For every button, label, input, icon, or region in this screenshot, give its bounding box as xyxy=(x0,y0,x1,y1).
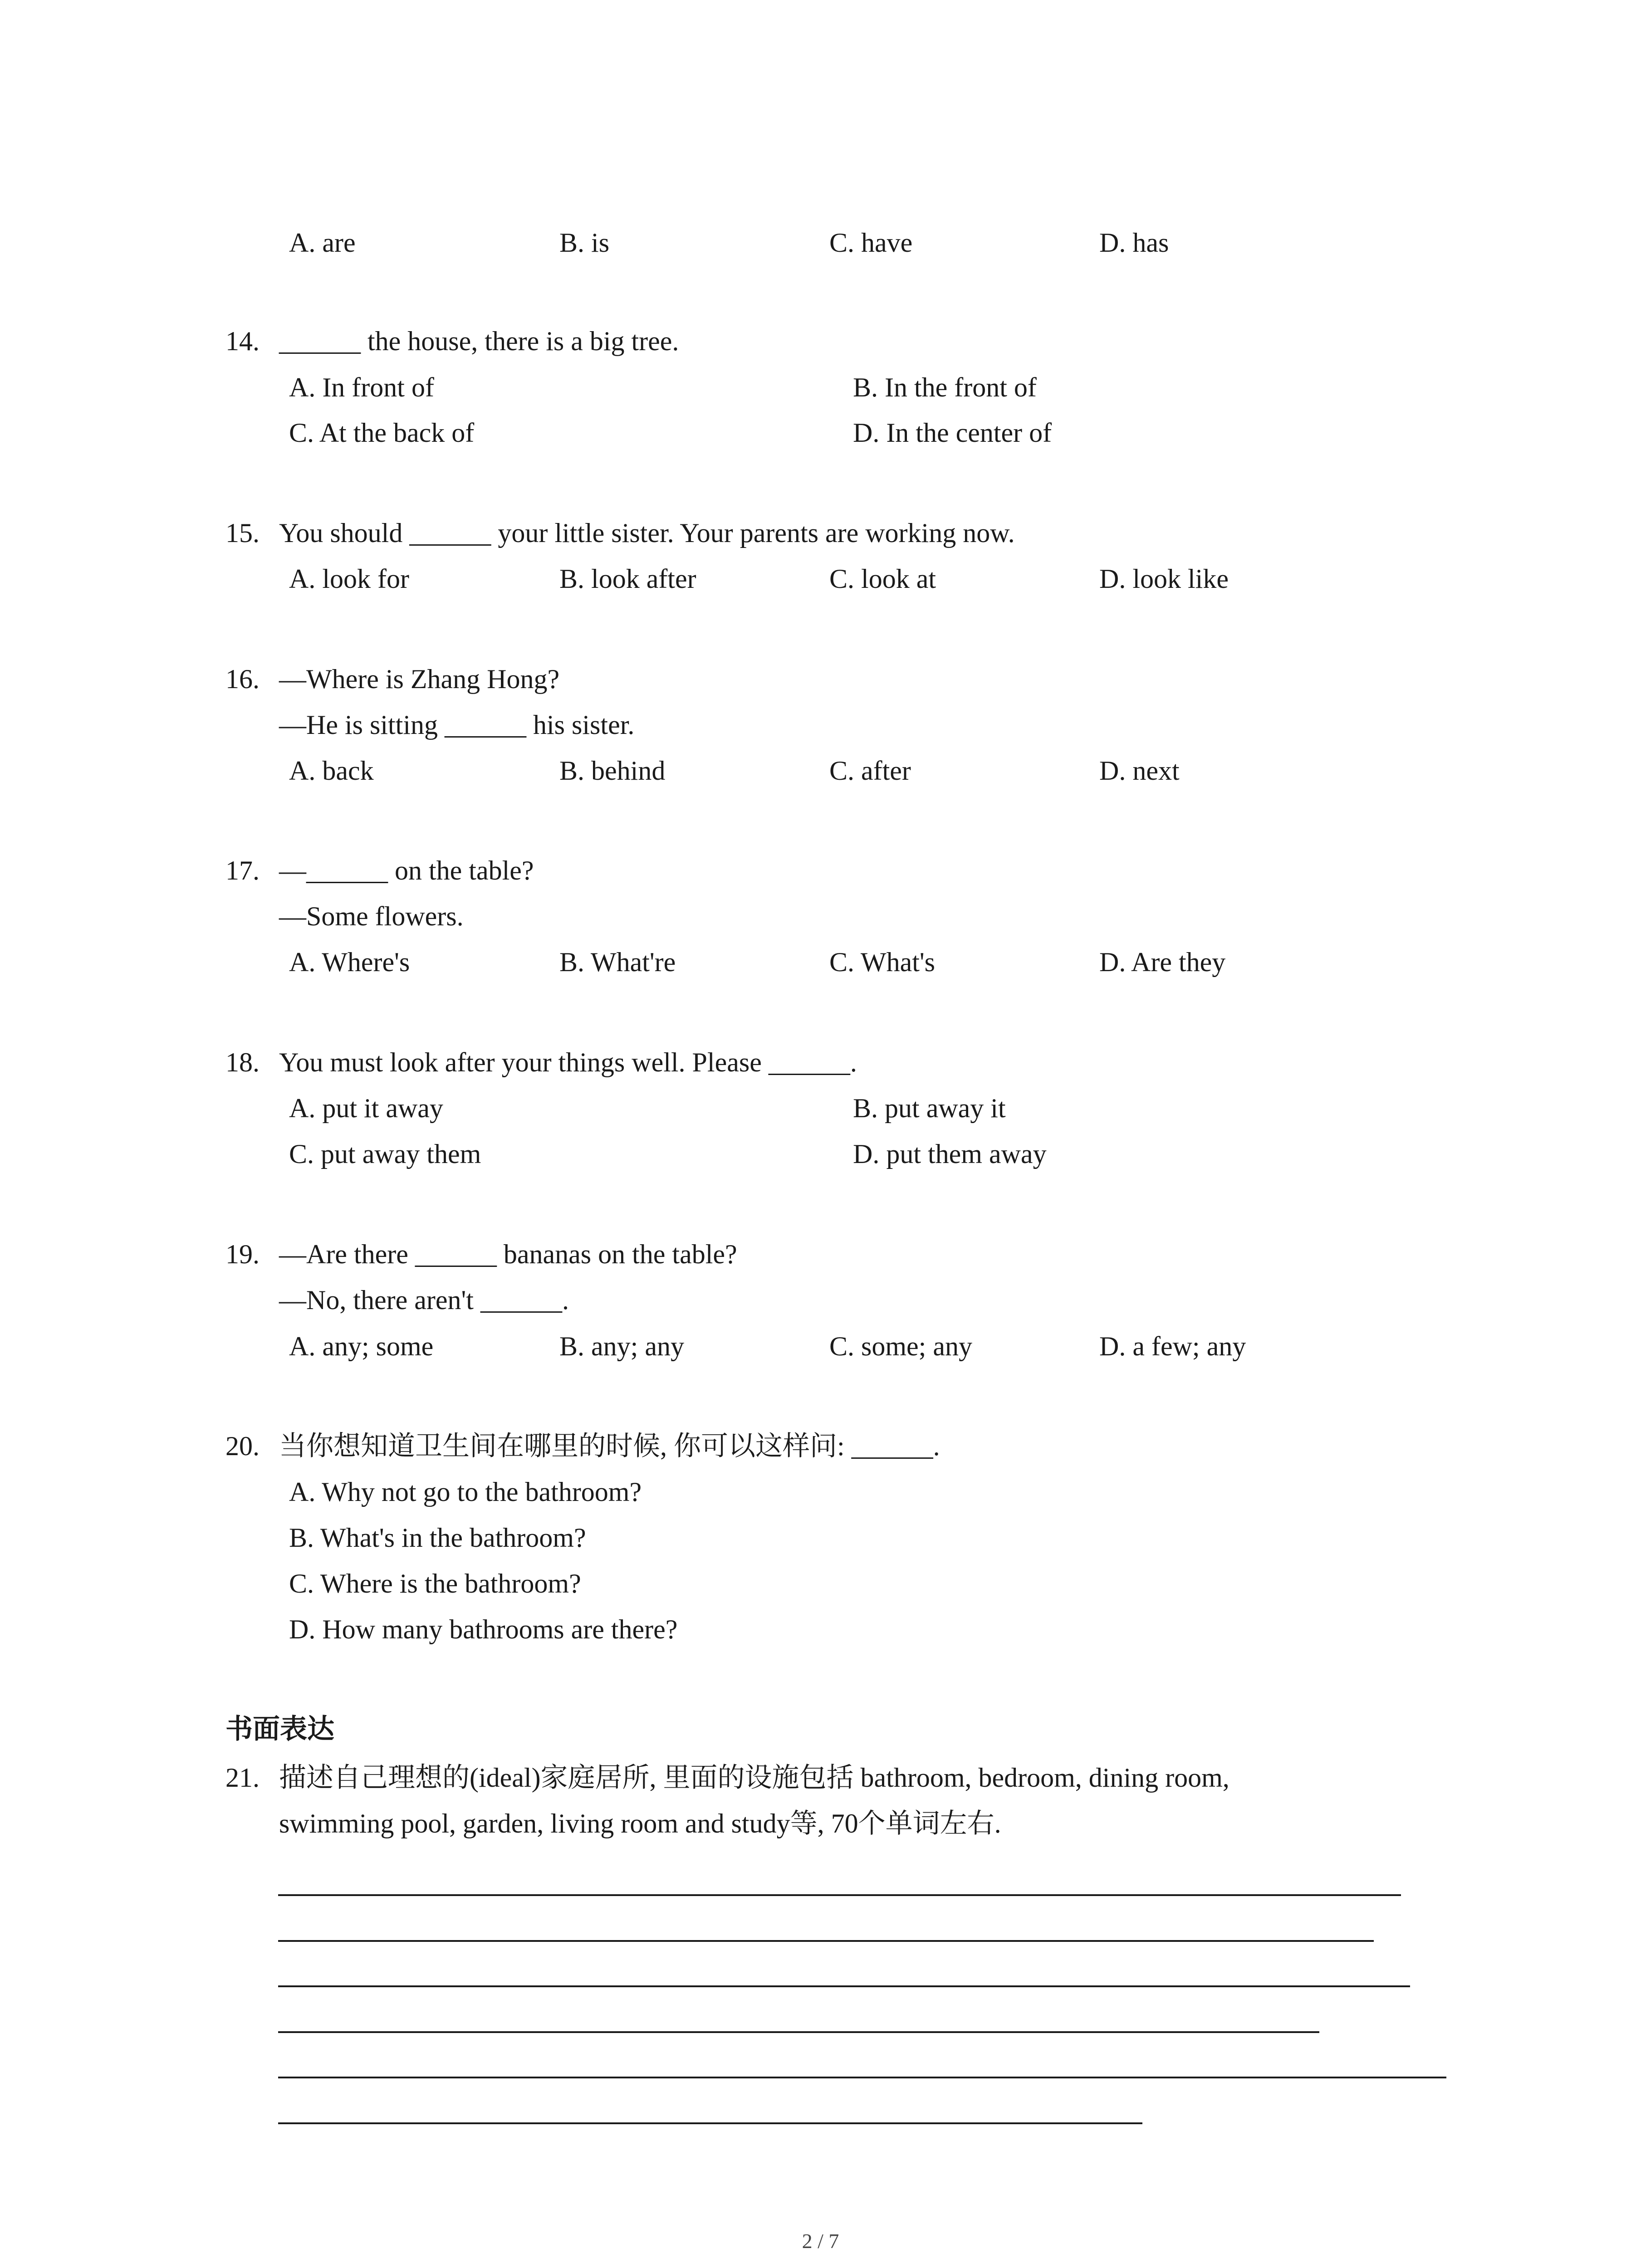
q16-option-c: C. after xyxy=(829,756,911,786)
q15-option-b: B. look after xyxy=(559,564,696,594)
q15-stem: You should ______ your little sister. Your parents are working now. xyxy=(279,518,1015,548)
q18-number: 18. xyxy=(225,1047,260,1077)
q14-option-a: A. In front of xyxy=(289,372,434,402)
q16-option-b: B. behind xyxy=(559,756,666,786)
answer-line-4[interactable] xyxy=(278,2031,1319,2033)
q19-option-b: B. any; any xyxy=(559,1331,684,1361)
q21-number: 21. xyxy=(225,1763,260,1793)
q19-line-1: —Are there ______ bananas on the table? xyxy=(279,1239,737,1269)
q19-option-d: D. a few; any xyxy=(1099,1331,1246,1361)
answer-line-1[interactable] xyxy=(278,1894,1401,1896)
q17-option-d: D. Are they xyxy=(1099,947,1226,977)
q17-option-b: B. What're xyxy=(559,947,676,977)
q20-option-d: D. How many bathrooms are there? xyxy=(289,1614,678,1644)
q16-line-2: —He is sitting ______ his sister. xyxy=(279,710,635,740)
q17-option-a: A. Where's xyxy=(289,947,410,977)
answer-line-6[interactable] xyxy=(278,2122,1142,2124)
q18-option-c: C. put away them xyxy=(289,1139,481,1169)
section-title-writing: 书面表达 xyxy=(225,1713,334,1745)
q15-option-d: D. look like xyxy=(1099,564,1229,594)
q14-option-c: C. At the back of xyxy=(289,418,475,448)
q16-option-d: D. next xyxy=(1099,756,1180,786)
q19-option-c: C. some; any xyxy=(829,1331,972,1361)
q13-option-a: A. are xyxy=(289,228,356,258)
q20-option-a: A. Why not go to the bathroom? xyxy=(289,1477,642,1507)
q16-line-1: —Where is Zhang Hong? xyxy=(279,664,560,694)
q17-line-2: —Some flowers. xyxy=(279,901,464,931)
q13-option-b: B. is xyxy=(559,228,610,258)
answer-line-3[interactable] xyxy=(278,1985,1410,1987)
q19-line-2: —No, there aren't ______. xyxy=(279,1285,569,1315)
q16-number: 16. xyxy=(225,664,260,694)
q18-option-d: D. put them away xyxy=(853,1139,1047,1169)
q20-stem: 当你想知道卫生间在哪里的时候, 你可以这样问: ______. xyxy=(279,1431,940,1461)
q14-option-b: B. In the front of xyxy=(853,372,1037,402)
q15-number: 15. xyxy=(225,518,260,548)
q14-option-d: D. In the center of xyxy=(853,418,1052,448)
q17-line-1: —______ on the table? xyxy=(279,855,534,885)
q14-stem: ______ the house, there is a big tree. xyxy=(279,326,679,356)
q19-option-a: A. any; some xyxy=(289,1331,434,1361)
q18-option-a: A. put it away xyxy=(289,1093,443,1123)
q21-line-2: swimming pool, garden, living room and study等, 70个单词左右. xyxy=(279,1809,1001,1838)
q17-option-c: C. What's xyxy=(829,947,936,977)
q15-option-a: A. look for xyxy=(289,564,409,594)
q14-number: 14. xyxy=(225,326,260,356)
answer-line-2[interactable] xyxy=(278,1940,1374,1942)
q13-option-c: C. have xyxy=(829,228,913,258)
q20-option-b: B. What's in the bathroom? xyxy=(289,1523,586,1553)
q18-option-b: B. put away it xyxy=(853,1093,1006,1123)
q21-line-1: 描述自己理想的(ideal)家庭居所, 里面的设施包括 bathroom, bedroom, dining room, xyxy=(279,1763,1230,1793)
q20-option-c: C. Where is the bathroom? xyxy=(289,1569,581,1598)
q16-option-a: A. back xyxy=(289,756,374,786)
q18-stem: You must look after your things well. Please ______. xyxy=(279,1047,857,1077)
page-number: 2 / 7 xyxy=(802,2229,839,2253)
q17-number: 17. xyxy=(225,855,260,885)
answer-line-5[interactable] xyxy=(278,2077,1446,2078)
q15-option-c: C. look at xyxy=(829,564,936,594)
q20-number: 20. xyxy=(225,1431,260,1461)
q13-option-d: D. has xyxy=(1099,228,1169,258)
q19-number: 19. xyxy=(225,1239,260,1269)
